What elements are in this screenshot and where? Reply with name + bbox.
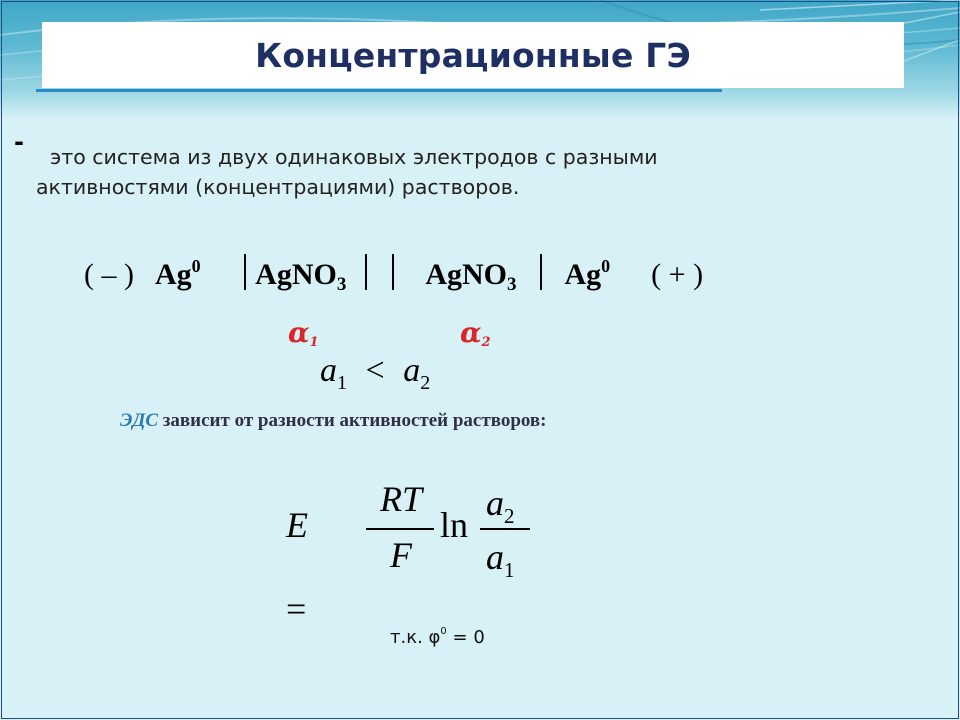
definition-line-2: активностями (концентрациями) растворов.: [36, 175, 520, 199]
cell-solution-left: AgNO$_3$: [255, 258, 347, 295]
cell-right-sign: ( + ): [651, 258, 704, 291]
activity-alpha-2: $\alpha_2$: [460, 316, 491, 350]
formula-fraction-bar-2: [480, 528, 530, 530]
definition-text: [36, 142, 796, 202]
formula-numerator: RT: [379, 479, 422, 519]
title-underline: [36, 89, 722, 92]
cell-electrode-right: Ag$^0$: [564, 256, 611, 291]
formula-activity-bottom: $a_1$: [486, 537, 515, 582]
cell-left-sign: ( – ): [84, 258, 134, 291]
cell-electrode-left: Ag$^0$: [154, 256, 201, 291]
emf-caption: [120, 410, 547, 432]
standard-potential-note: т.к. $\varphi^0 = 0$: [390, 626, 485, 648]
cell-solution-right: AgNO$_3$: [425, 258, 517, 295]
salt-bridge-line-2: [392, 254, 394, 290]
formula-fraction-bar-1: [366, 528, 434, 530]
activity-inequality: $a_1 < a_2$: [320, 352, 431, 394]
formula-ln: ln: [440, 505, 469, 545]
emf-caption-text: зависит от разности активностей растворов:: [162, 410, 547, 431]
formula-e-equals: E=: [286, 505, 308, 629]
definition-line-1: это система из двух одинаковых электродов с разными: [50, 145, 658, 169]
formula-activity-top: $a_2$: [486, 483, 515, 528]
slide-title: Концентрационные ГЭ: [255, 36, 691, 75]
definition-dash: -: [14, 128, 24, 156]
title-box: [42, 22, 904, 88]
activity-alpha-1: $\alpha_1$: [288, 316, 319, 350]
phase-boundary-left: [244, 254, 246, 290]
emf-label: ЭДС: [120, 410, 159, 431]
cell-scheme: [84, 254, 703, 304]
salt-bridge-line-1: [365, 254, 367, 290]
formula-denominator: F: [390, 535, 412, 575]
phase-boundary-right: [540, 254, 542, 290]
